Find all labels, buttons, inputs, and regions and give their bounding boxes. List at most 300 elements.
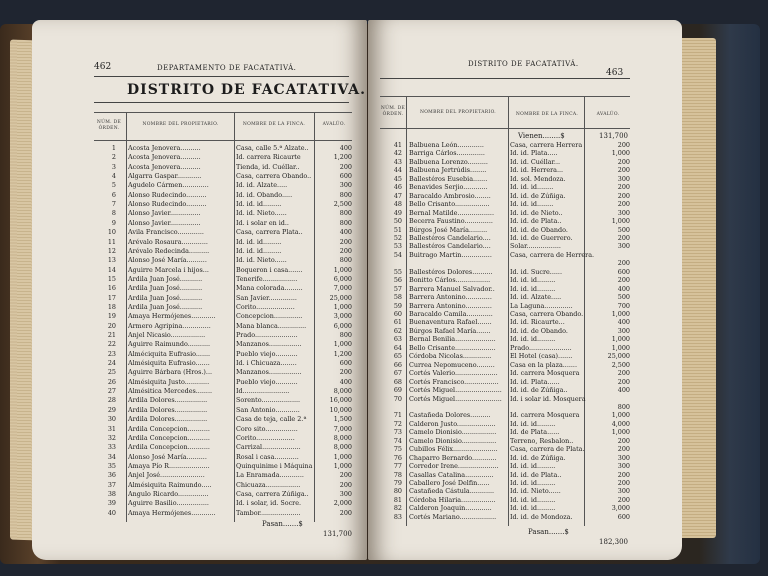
- appraisal-value: 800: [339, 331, 352, 339]
- row-number: 51: [393, 225, 402, 234]
- table-row: [94, 453, 352, 462]
- footer-total: 182,300: [599, 538, 628, 546]
- appraisal-value: 300: [617, 242, 630, 251]
- owner-name: Acosta Jenovera..........: [128, 162, 201, 171]
- appraisal-value: 200: [617, 445, 630, 454]
- farm-name: Mana colorada.........: [236, 284, 303, 293]
- farm-name: Id. id. Obando.....: [236, 190, 293, 199]
- owner-name: Bernal Matilde..................: [409, 208, 494, 217]
- row-number: 30: [107, 415, 116, 424]
- owner-name: Amaya Hermójenes............: [128, 312, 216, 321]
- appraisal-value: 200: [617, 191, 630, 200]
- table-row: [94, 294, 352, 303]
- owner-name: Buitrago Martin...............: [409, 250, 492, 259]
- appraisal-value: 800: [339, 218, 352, 227]
- owner-name: Barriga Cárlos..............: [409, 149, 485, 158]
- appraisal-value: 1,000: [611, 149, 630, 158]
- row-number: 12: [107, 246, 116, 255]
- farm-name: Id. id. id.........: [510, 335, 556, 344]
- farm-name: Id. i solar, id. Socre.: [236, 499, 302, 508]
- appraisal-value: 200: [617, 479, 630, 487]
- owner-name: Almésiquita Justo............: [128, 377, 210, 386]
- owner-name: Cortés Miguel.......................: [409, 386, 502, 395]
- owner-name: Cortés Francisco.................: [409, 377, 499, 386]
- owner-name: Benavides Serjio............: [409, 183, 488, 192]
- owner-name: Buenaventura Rafael.......: [409, 318, 492, 327]
- row-number: 67: [393, 369, 402, 378]
- farm-name: Id. carrera Ricaurte: [236, 153, 301, 162]
- owner-name: Armero Agripina..............: [128, 321, 211, 330]
- owner-name: Ballestéros Candelario....: [409, 233, 491, 242]
- owner-name: Agudelo Cármen.............: [128, 181, 209, 190]
- farm-name: Chicuaza.................: [236, 480, 301, 489]
- owner-name: Caballero José Delfin......: [409, 479, 490, 487]
- farm-name: Id. id. Plata.....: [510, 149, 558, 158]
- farm-name: Casa, carrera Obando.: [510, 310, 584, 318]
- owner-name: Amaya Hermójenes............: [128, 508, 216, 517]
- owner-name: Bello Crisante....................: [409, 343, 496, 352]
- farm-name: Casa, carrera Plata..: [236, 228, 303, 237]
- owner-name: Currea Nepomuceno.........: [409, 360, 495, 369]
- appraisal-value: 200: [617, 141, 630, 149]
- farm-name: Id. id. id........: [510, 200, 554, 209]
- appraisal-value: 25,000: [607, 352, 630, 361]
- table-row: [94, 359, 352, 368]
- farm-name: Id. i solar en id..: [236, 218, 289, 227]
- row-number: 40: [107, 508, 116, 517]
- appraisal-value: 1,000: [333, 452, 352, 461]
- appraisal-value: 300: [617, 326, 630, 335]
- row-number: 45: [393, 174, 402, 183]
- owner-name: Almésiquita Raimundo.....: [128, 480, 212, 489]
- farm-name: Id. carrera Mosquera: [510, 369, 580, 378]
- appraisal-value: 1,000: [611, 428, 630, 437]
- right-page: [368, 20, 682, 560]
- appraisal-value: 1,000: [333, 340, 352, 349]
- appraisal-value: 400: [617, 318, 630, 327]
- owner-name: Amaya Pío R....................: [128, 461, 210, 470]
- row-number: 41: [393, 141, 402, 149]
- appraisal-value: 1,000: [333, 461, 352, 470]
- farm-name: Prado.....................: [510, 343, 572, 352]
- owner-name: Balbuena Jertrúdis........: [409, 166, 487, 175]
- farm-name: Id. id. Nieto......: [236, 256, 287, 265]
- farm-name: Id. id. id.........: [510, 504, 556, 513]
- farm-name: Tenerife.................: [236, 274, 298, 283]
- owner-name: Aguirre Basilio................: [128, 499, 209, 508]
- row-number: 50: [393, 217, 402, 226]
- row-number: 33: [107, 443, 116, 452]
- table-row: [94, 378, 352, 387]
- row-number: 43: [393, 157, 402, 166]
- header-farm: NOMBRE DE LA FINCA.: [242, 122, 306, 127]
- farm-name: Casa, calle 5.ª Alzate..: [236, 144, 309, 152]
- head-rule: [380, 78, 630, 79]
- table-row: [94, 200, 352, 209]
- owner-name: Corredor Irene....................: [409, 462, 499, 471]
- appraisal-value: 1,000: [333, 302, 352, 311]
- appraisal-value: 400: [339, 377, 352, 386]
- table-row: [94, 153, 352, 162]
- appraisal-value: 300: [339, 181, 352, 190]
- owner-name: Ardila Dolores................: [128, 415, 208, 424]
- owner-name: Anjel Nicasio.................: [128, 331, 206, 339]
- appraisal-value: 200: [339, 246, 352, 255]
- appraisal-value: 200: [617, 166, 630, 175]
- appraisal-value: 8,000: [333, 387, 352, 396]
- table-row: [94, 499, 352, 508]
- owner-name: Camelo Dionisio.................: [409, 436, 497, 445]
- appraisal-value: 7,000: [333, 424, 352, 433]
- appraisal-value: 200: [339, 480, 352, 489]
- farm-name: Id. id. de Zúñiga..: [510, 386, 568, 395]
- farm-name: Id. i Chicuaza........: [236, 359, 297, 368]
- table-row: [94, 443, 352, 452]
- appraisal-value: 200: [617, 470, 630, 479]
- row-number: 63: [393, 335, 402, 344]
- owner-name: Ardila Dolores................: [128, 396, 208, 405]
- appraisal-value: 200: [617, 183, 630, 192]
- row-number: 20: [107, 321, 116, 330]
- farm-name: Id. id. de Zúñiga.: [510, 453, 566, 462]
- appraisal-value: 600: [339, 359, 352, 368]
- appraisal-value: 7,000: [333, 284, 352, 293]
- table-row: [94, 406, 352, 415]
- owner-name: Avila Francisco.............: [128, 228, 204, 237]
- row-number: 60: [393, 310, 402, 318]
- appraisal-value: 200: [339, 162, 352, 171]
- page-number: 462: [94, 62, 112, 72]
- farm-name: Id. id. Plata......: [510, 377, 560, 386]
- appraisal-value: 200: [339, 237, 352, 246]
- table-row: [94, 144, 352, 153]
- header-bottom-rule: [380, 128, 630, 129]
- appraisal-value: 25,000: [329, 293, 352, 302]
- farm-name: Corito...................: [236, 433, 295, 442]
- appraisal-value: 200: [617, 369, 630, 378]
- appraisal-value: 200: [617, 495, 630, 504]
- appraisal-value: 1,200: [333, 153, 352, 162]
- owner-name: Almésitica Mercedes........: [128, 387, 213, 396]
- appraisal-value: 1,000: [611, 217, 630, 226]
- row-number: 53: [393, 242, 402, 251]
- row-number: 11: [107, 237, 116, 246]
- table-row: [94, 238, 352, 247]
- owner-name: Ardila Concepcion...........: [128, 424, 210, 433]
- owner-name: Búrgos José María.........: [409, 225, 488, 234]
- row-number: 76: [393, 453, 402, 462]
- table-top-rule: [380, 96, 630, 97]
- row-number: 78: [393, 470, 402, 479]
- farm-name: Id. id. de Plata..: [510, 470, 562, 479]
- table-row: [94, 275, 352, 284]
- row-number: 32: [107, 433, 116, 442]
- appraisal-value: 400: [339, 228, 352, 237]
- farm-name: Pueblo viejo...........: [236, 349, 298, 358]
- row-number: 14: [107, 265, 116, 274]
- farm-name: Id. id. Ricaurte...: [510, 318, 565, 327]
- header-value: AVALÚO.: [322, 122, 346, 127]
- owner-name: Balbuena Lorenzo..........: [409, 157, 488, 166]
- appraisal-value: 2,500: [611, 360, 630, 369]
- running-head: DISTRITO DE FACATATIVÁ.: [468, 60, 579, 68]
- farm-name: Id. id. de Guerrero.: [510, 233, 573, 242]
- appraisal-value: 400: [617, 386, 630, 395]
- owner-name: Calderon Justo...................: [409, 419, 496, 428]
- row-number: 3: [111, 162, 116, 171]
- running-head: DEPARTAMENTO DE FACATATIVÁ.: [157, 64, 297, 72]
- table-row: [94, 434, 352, 443]
- header-farm: NOMBRE DE LA FINCA.: [515, 112, 579, 117]
- farm-name: Id. id. id.........: [510, 419, 556, 428]
- appraisal-value: 200: [617, 157, 630, 166]
- farm-name: Id. id. Nieto......: [510, 487, 561, 496]
- farm-name: Prado.....................: [236, 331, 298, 339]
- farm-name: Casa, carrera de Plata.: [510, 445, 585, 454]
- table-row: [380, 513, 630, 522]
- page-edges-right: [678, 38, 716, 538]
- farm-name: Id. de Plata......: [510, 428, 560, 437]
- row-number: 68: [393, 377, 402, 386]
- appraisal-value: 3,000: [333, 312, 352, 321]
- table-row: [94, 163, 352, 172]
- row-number: 56: [393, 276, 402, 285]
- appraisal-value: 1,000: [611, 343, 630, 352]
- owner-name: Búrgos Rafael María.......: [409, 326, 491, 335]
- owner-name: Balbuena León.............: [409, 141, 484, 149]
- farm-name: Id. id. de Zúñiga.: [510, 191, 566, 200]
- farm-name: La Laguna..............: [510, 301, 573, 310]
- appraisal-value: 200: [339, 368, 352, 377]
- appraisal-value: 6,000: [333, 321, 352, 330]
- header-owner: NOMBRE DEL PROPIETARIO.: [142, 122, 219, 127]
- farm-name: Manzanos................: [236, 368, 302, 377]
- row-number: 58: [393, 293, 402, 302]
- row-number: 4: [111, 172, 116, 181]
- farm-name: Tienda, id. Cuéllar..: [236, 162, 300, 171]
- appraisal-value: 8,000: [333, 443, 352, 452]
- owner-name: Ardila Juan José...........: [128, 284, 203, 293]
- farm-name: Id. i solar id. Mosquera: [510, 394, 586, 403]
- table-row: [94, 209, 352, 218]
- table-row: [94, 387, 352, 396]
- table-row: [94, 312, 352, 321]
- appraisal-value: 800: [339, 190, 352, 199]
- owner-name: Alonso Rudecindo..........: [128, 200, 207, 209]
- row-number: 70: [393, 394, 402, 403]
- owner-name: Angulo Ricardo...............: [128, 489, 209, 498]
- title-rule: [94, 102, 349, 103]
- table-row: [94, 322, 352, 331]
- owner-name: Alonso Rudecindo..........: [128, 190, 207, 199]
- farm-name: Id. id. id.........: [236, 237, 282, 246]
- farm-name: Id.......................: [236, 387, 290, 396]
- appraisal-value: 300: [617, 174, 630, 183]
- row-number: 74: [393, 436, 402, 445]
- row-number: 79: [393, 479, 402, 487]
- farm-name: Id. id. id.........: [236, 200, 282, 209]
- farm-name: Id. id. id.........: [510, 495, 556, 504]
- owner-name: Alonso Javier...............: [128, 209, 201, 218]
- row-number: 81: [393, 495, 402, 504]
- farm-name: Id. id. Alzate.....: [236, 181, 288, 190]
- farm-name: Id. id. id.........: [510, 284, 556, 293]
- owner-name: Bello Crisanto.................: [409, 200, 490, 209]
- row-number: 6: [111, 190, 116, 199]
- farm-name: Id. id. Alzate.....: [510, 293, 562, 302]
- row-number: 66: [393, 360, 402, 369]
- owner-name: Barrera Antonino.............: [409, 293, 492, 302]
- row-number: 15: [107, 274, 116, 283]
- row-number: 31: [107, 424, 116, 433]
- row-number: 82: [393, 504, 402, 513]
- farm-name: Id. id. Sucre......: [510, 267, 562, 276]
- row-number: 83: [393, 512, 402, 521]
- row-number: 23: [107, 349, 116, 358]
- farm-name: Corito...................: [236, 302, 295, 311]
- row-number: 39: [107, 499, 116, 508]
- row-number: 61: [393, 318, 402, 327]
- row-number: 44: [393, 166, 402, 175]
- appraisal-value: 1,200: [333, 349, 352, 358]
- row-number: 77: [393, 462, 402, 471]
- appraisal-value: 200: [617, 200, 630, 209]
- appraisal-value: 800: [339, 256, 352, 265]
- row-number: 57: [393, 284, 402, 293]
- appraisal-value: 800: [339, 209, 352, 218]
- appraisal-value: 200: [339, 471, 352, 480]
- owner-name: Cubillos Félix......................: [409, 445, 498, 454]
- row-number: 24: [107, 359, 116, 368]
- owner-name: Algarra Gaspar............: [128, 172, 202, 181]
- row-number: 27: [107, 387, 116, 396]
- footer-total: 131,700: [323, 530, 352, 538]
- farm-name: Casa en la plaza.......: [510, 360, 577, 369]
- farm-name: Id. id. Herrera...: [510, 166, 564, 175]
- owner-name: Alméciquita Eufrasio.......: [128, 349, 211, 358]
- farm-name: Coro sito................: [236, 424, 298, 433]
- appraisal-value: 6,000: [333, 274, 352, 283]
- owner-name: Ardila Juan José...........: [128, 293, 203, 302]
- appraisal-value: 200: [617, 233, 630, 242]
- owner-name: Ardila Dolores................: [128, 405, 208, 414]
- appraisal-value: 10,000: [329, 405, 352, 414]
- owner-name: Bernal Benilia....................: [409, 335, 496, 344]
- owner-name: Ardila Concepcion...........: [128, 443, 210, 452]
- table-row: [94, 340, 352, 349]
- owner-name: Alonso José María..........: [128, 452, 207, 461]
- table-row: [94, 415, 352, 424]
- row-number: 19: [107, 312, 116, 321]
- appraisal-value: 200: [617, 377, 630, 386]
- farm-name: Casa, carrera Herrera: [510, 141, 583, 149]
- appraisal-value: 200: [617, 259, 630, 268]
- owner-name: Castañeda Cástula............: [409, 487, 495, 496]
- row-number: 17: [107, 293, 116, 302]
- row-number: 69: [393, 386, 402, 395]
- owner-name: Ardila Concepcion...........: [128, 433, 210, 442]
- row-number: 28: [107, 396, 116, 405]
- farm-name: Boqueron i casa.......: [236, 265, 303, 274]
- appraisal-value: 4,000: [611, 419, 630, 428]
- row-number: 18: [107, 302, 116, 311]
- head-rule: [94, 76, 349, 77]
- farm-name: Id. sol. Mendoza.: [510, 174, 566, 183]
- farm-name: Id. id. de Obando.: [510, 225, 568, 234]
- row-number: 21: [107, 331, 116, 339]
- farm-name: Casa, carrera de Herrera.: [510, 250, 595, 259]
- farm-name: Terreno, Resbalon..: [510, 436, 574, 445]
- appraisal-value: 200: [617, 436, 630, 445]
- appraisal-value: 300: [617, 208, 630, 217]
- row-number: 8: [111, 209, 116, 218]
- row-number: 13: [107, 256, 116, 265]
- appraisal-value: 800: [617, 402, 630, 411]
- row-number: 64: [393, 343, 402, 352]
- farm-name: Id. id. id.........: [510, 276, 556, 285]
- appraisal-value: 500: [617, 225, 630, 234]
- owner-name: Cortés Valerio.....................: [409, 369, 498, 378]
- farm-name: Id. id. id.........: [510, 479, 556, 487]
- footer-label: Pasan.......$: [528, 528, 569, 536]
- row-number: 10: [107, 228, 116, 237]
- owner-name: Almésiquita Eufrasio.......: [128, 359, 210, 368]
- table-row: [94, 481, 352, 490]
- owner-name: Ardila Juan José...........: [128, 302, 203, 311]
- row-number: 42: [393, 149, 402, 158]
- page-title: DISTRITO DE FACATATIVA.: [127, 82, 367, 98]
- appraisal-value: 1,000: [611, 310, 630, 318]
- owner-name: Chaparro Bernardo............: [409, 453, 497, 462]
- appraisal-value: 300: [617, 487, 630, 496]
- table-row: [94, 256, 352, 265]
- row-number: 55: [393, 267, 402, 276]
- owner-name: Córdoba Hilaria.................: [409, 495, 496, 504]
- table-row: [94, 181, 352, 190]
- owner-name: Arévalo Rosaura.............: [128, 237, 208, 246]
- row-number: 16: [107, 284, 116, 293]
- row-number: 26: [107, 377, 116, 386]
- appraisal-value: 500: [617, 293, 630, 302]
- owner-name: Calderon Joaquin.............: [409, 504, 492, 513]
- row-number: 34: [107, 452, 116, 461]
- farm-name: Id. id. Cuéllar...: [510, 157, 561, 166]
- row-number: 49: [393, 208, 402, 217]
- row-number: 73: [393, 428, 402, 437]
- owner-name: Aguirre Marcela i hijos...: [128, 265, 209, 274]
- farm-name: Id. id. de Mondoza.: [510, 512, 573, 521]
- owner-name: Acosta Jenovera..........: [128, 144, 201, 152]
- owner-name: Ballestéros Eusebia.......: [409, 174, 488, 183]
- owner-name: Barrera Manuel Salvador..: [409, 284, 495, 293]
- appraisal-value: 3,000: [611, 504, 630, 513]
- carry-total: 131,700: [599, 132, 628, 140]
- owner-name: Cortés Mariano..................: [409, 512, 497, 521]
- farm-name: Solar.................: [510, 242, 561, 251]
- header-num: NÚM. DE ÓRDEN.: [96, 120, 122, 131]
- appraisal-value: 400: [617, 284, 630, 293]
- row-number: 48: [393, 200, 402, 209]
- owner-name: Aguirre Bárbara (Hros.)...: [128, 368, 213, 377]
- row-number: 46: [393, 183, 402, 192]
- owner-name: Baracaldo Camila.............: [409, 310, 493, 318]
- footer-label: Pasan.......$: [262, 520, 303, 528]
- owner-name: Ardila Juan José...........: [128, 274, 203, 283]
- appraisal-value: 16,000: [329, 396, 352, 405]
- farm-name: Mana blanca..............: [236, 321, 307, 330]
- appraisal-value: 300: [617, 453, 630, 462]
- row-number: 25: [107, 368, 116, 377]
